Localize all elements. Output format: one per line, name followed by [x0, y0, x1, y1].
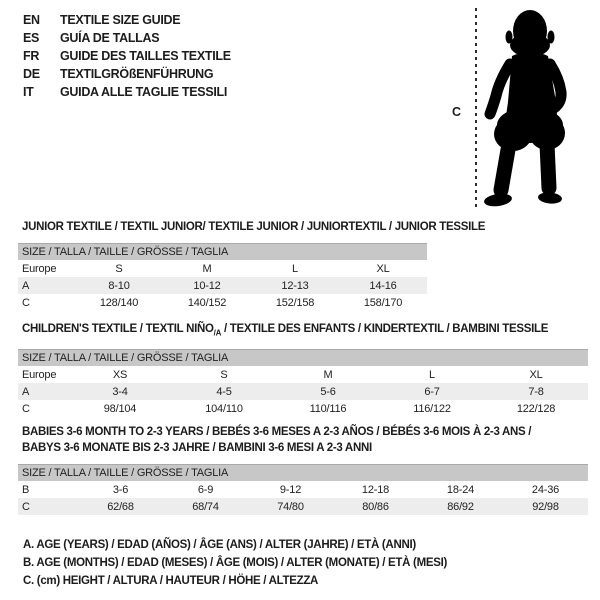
row-label: C	[22, 402, 30, 415]
size-cell: 98/104	[103, 402, 137, 415]
table-row	[18, 277, 427, 294]
babies-textile-table	[18, 424, 588, 515]
row-label: A	[22, 279, 30, 292]
height-measure-line	[475, 8, 477, 209]
size-cell: M	[323, 368, 333, 381]
size-cell: XL	[376, 262, 390, 275]
table-title	[18, 219, 486, 235]
language-guide	[23, 11, 231, 101]
size-cell: S	[220, 368, 228, 381]
footnotes	[23, 536, 447, 590]
size-cell: 10-12	[193, 279, 221, 292]
table-title	[18, 424, 588, 440]
size-cell: 80/86	[362, 500, 389, 513]
language-row-de	[23, 65, 231, 83]
size-cell: 128/140	[99, 296, 139, 309]
size-cell: 7-8	[528, 385, 544, 398]
language-title: TEXTILE SIZE GUIDE	[60, 13, 181, 27]
size-cell: 86/92	[447, 500, 474, 513]
language-row-en	[23, 11, 231, 29]
table-row	[18, 294, 427, 311]
table-title-segment: JUNIOR TEXTILE / TEXTIL JUNIOR/ TEXTILE JUNIOR / JUNIORTEXTIL / JUNIOR TESSILE	[22, 221, 486, 233]
size-cell: 12-18	[361, 483, 390, 496]
footnote-b: B. AGE (MONTHS) / EDAD (MESES) / ÂGE (MOIS) / ALTER (MONATE) / ETÀ (MESI)	[23, 557, 448, 569]
size-cell: 3-4	[112, 385, 128, 398]
language-code: FR	[23, 49, 40, 63]
size-cell: 18-24	[446, 483, 475, 496]
language-row-it	[23, 83, 231, 101]
table-title-segment: BABIES 3-6 MONTH TO 2-3 YEARS / BEBÉS 3-6 MESES A 2-3 AÑOS / BÉBÉS 3-6 MOIS À 2-3 ANS /	[22, 426, 532, 438]
row-label: C	[22, 296, 30, 309]
table-row	[18, 366, 588, 383]
size-table	[18, 260, 427, 311]
size-cell: 140/152	[187, 296, 227, 309]
size-cell: 12-13	[281, 279, 309, 292]
table-title-segment: BABYS 3-6 MONATE BIS 2-3 JAHRE / BAMBINI 3-6 MESI A 2-3 ANNI	[22, 442, 372, 454]
childrens-textile-table	[18, 321, 588, 417]
junior-textile-table	[18, 219, 486, 311]
size-cell: 92/98	[532, 500, 559, 513]
size-cell: 6-9	[197, 483, 214, 496]
size-cell: XS	[112, 368, 128, 381]
table-title-segment: /A	[213, 328, 222, 338]
height-measure-label: C	[452, 105, 462, 119]
size-table	[18, 366, 588, 417]
table-title-segment: / TEXTILE DES ENFANTS / KINDERTEXTIL / BAMBINI TESSILE	[221, 323, 549, 335]
size-cell: 8-10	[108, 279, 130, 292]
size-header-band: SIZE / TALLA / TAILLE / GRÖSSE / TAGLIA	[18, 243, 427, 260]
table-title	[18, 440, 588, 456]
size-cell: 5-6	[320, 385, 336, 398]
size-cell: 6-7	[424, 385, 440, 398]
language-title: GUÍA DE TALLAS	[60, 31, 160, 45]
row-label: C	[22, 500, 30, 513]
table-row	[18, 481, 588, 498]
size-cell: 24-36	[531, 483, 560, 496]
baby-silhouette-icon	[483, 4, 595, 210]
size-cell: XL	[529, 368, 543, 381]
size-cell: 104/110	[205, 402, 243, 415]
row-label: B	[22, 483, 30, 496]
size-cell: 158/170	[363, 296, 403, 309]
size-header-band: SIZE / TALLA / TAILLE / GRÖSSE / TAGLIA	[18, 464, 588, 481]
language-row-es	[23, 29, 231, 47]
size-cell: 4-5	[216, 385, 232, 398]
row-label: Europe	[22, 368, 57, 381]
language-code: IT	[23, 85, 34, 99]
table-row	[18, 498, 588, 515]
size-header-band: SIZE / TALLA / TAILLE / GRÖSSE / TAGLIA	[18, 349, 588, 366]
size-cell: L	[429, 368, 435, 381]
language-title: GUIDE DES TAILLES TEXTILE	[60, 49, 231, 63]
footnote-a: A. AGE (YEARS) / EDAD (AÑOS) / ÂGE (ANS) / ALTER (JAHRE) / ETÀ (ANNI)	[23, 539, 416, 551]
table-row	[18, 383, 588, 400]
language-title: TEXTILGRÖßENFÜHRUNG	[60, 67, 214, 81]
table-row	[18, 260, 427, 277]
size-cell: 152/158	[275, 296, 315, 309]
row-label: A	[22, 385, 30, 398]
size-cell: 68/74	[192, 500, 219, 513]
table-title-segment: CHILDREN'S TEXTILE / TEXTIL NIÑO	[22, 323, 214, 335]
language-code: ES	[23, 31, 40, 45]
language-row-fr	[23, 47, 231, 65]
size-cell: 14-16	[369, 279, 397, 292]
size-cell: 74/80	[277, 500, 304, 513]
size-cell: M	[202, 262, 212, 275]
size-cell: 122/128	[516, 402, 556, 415]
row-label: Europe	[22, 262, 57, 275]
size-cell: 62/68	[107, 500, 134, 513]
table-title	[18, 321, 588, 341]
size-cell: 116/122	[413, 402, 451, 415]
table-row	[18, 400, 588, 417]
size-cell: 3-6	[112, 483, 129, 496]
size-cell: 110/116	[309, 402, 347, 415]
size-cell: 9-12	[279, 483, 302, 496]
language-code: EN	[23, 13, 40, 27]
size-cell: L	[292, 262, 298, 275]
size-table	[18, 481, 588, 515]
footnote-c: C. (cm) HEIGHT / ALTURA / HAUTEUR / HÖHE / ALTEZZA	[23, 575, 319, 587]
language-title: GUIDA ALLE TAGLIE TESSILI	[60, 85, 228, 99]
size-cell: S	[115, 262, 123, 275]
language-code: DE	[23, 67, 40, 81]
